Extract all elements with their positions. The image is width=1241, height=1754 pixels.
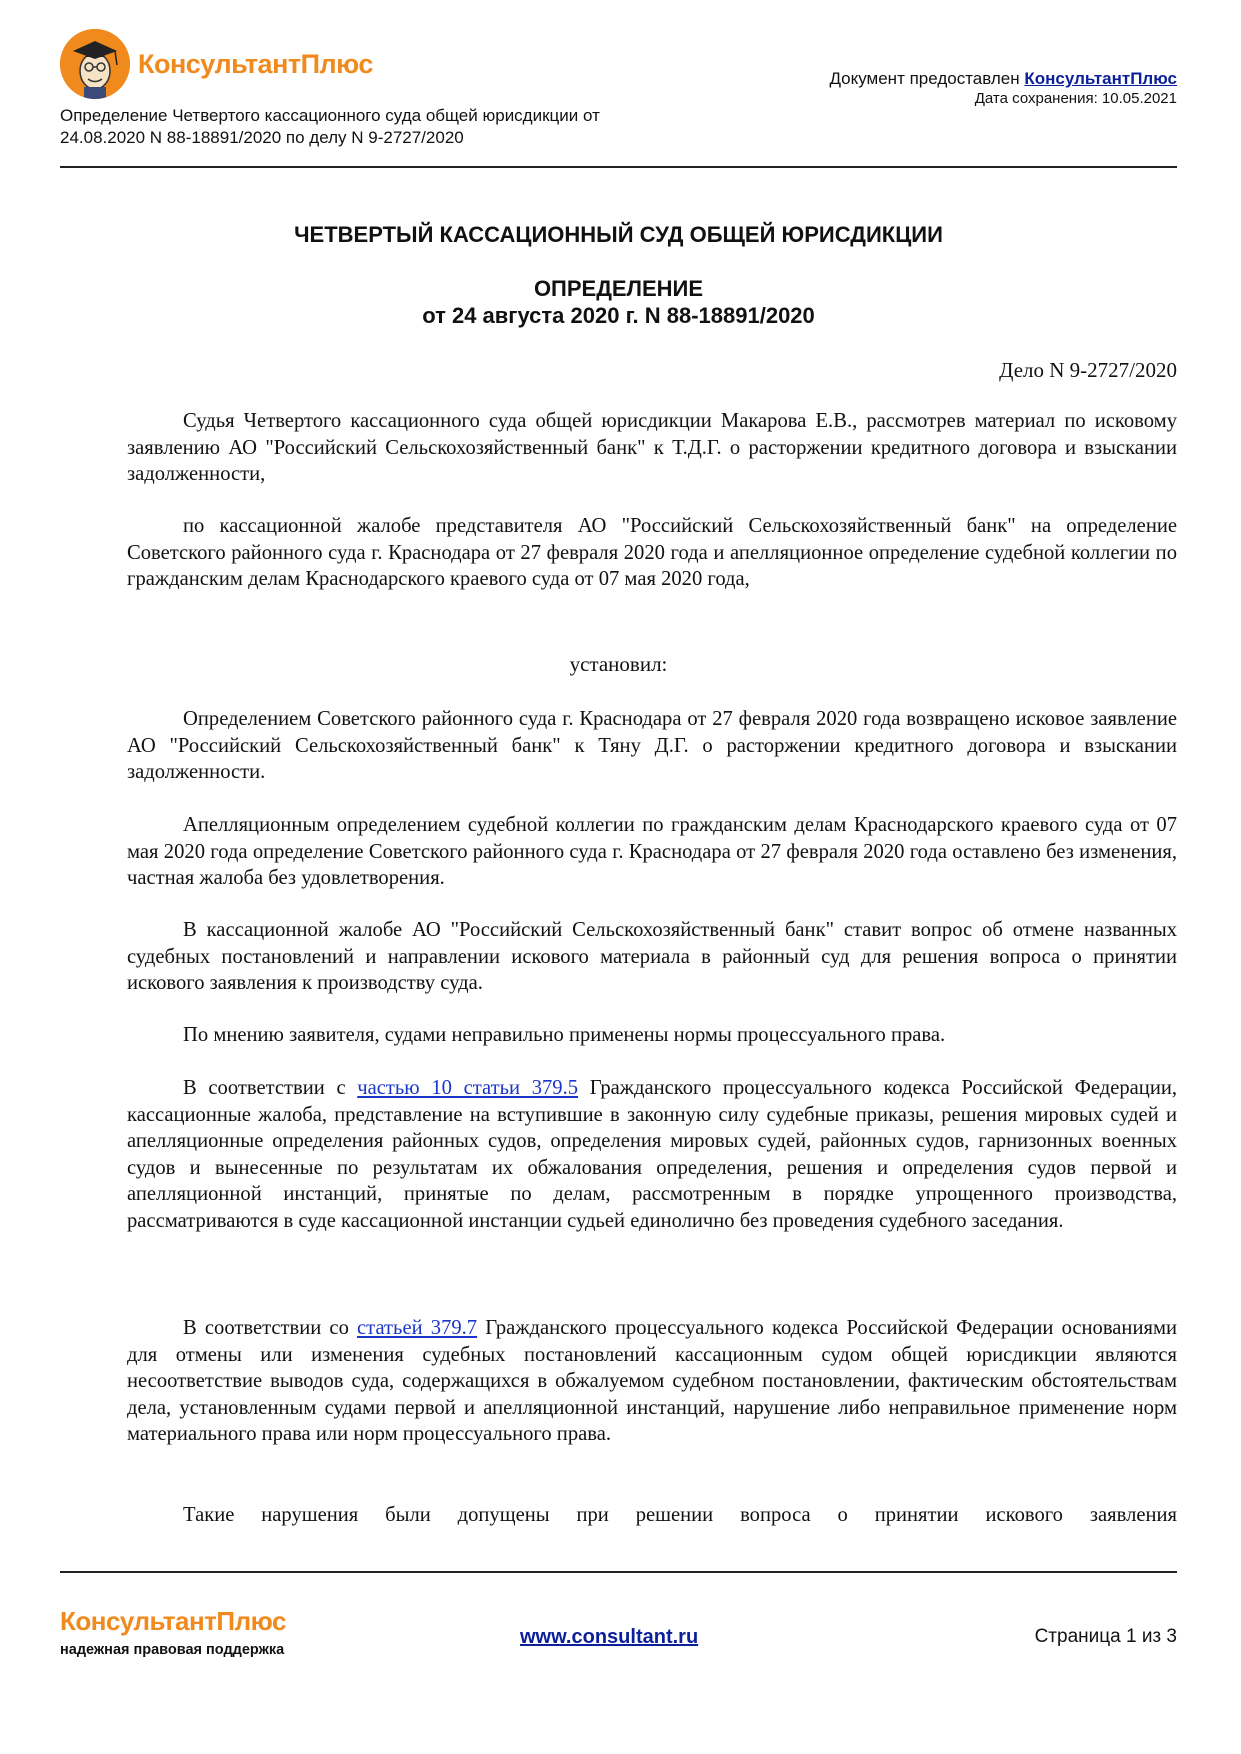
- footer-divider: [60, 1571, 1177, 1573]
- paragraph-4: Апелляционным определением судебной коллегии по гражданским делам Краснодарского краевого суда от 07 мая 2020 года определение Советского районного суда г. Краснодара от 27 февраля 2020 года оставлено без изменения, частная жалоба без удовлетворения.: [127, 814, 1177, 890]
- paragraph-6: По мнению заявителя, судами неправильно применены нормы процессуального права.: [183, 1024, 946, 1046]
- case-number: Дело N 9-2727/2020: [999, 358, 1177, 382]
- paragraph-7-post: Гражданского процессуального кодекса Российской Федерации, кассационные жалоба, представление на вступившие в законную силу судебные приказы, решения мировых судей и апелляционные определения районных судов, определения мировых судей, районных судов, гарнизонных военных судов и вынесенные по результатам их обжалования определения, решения и определения судов первой и апелляционной инстанций, принятые по делам, рассмотренным в порядке упрощенного производства, рассматриваются в суде кассационной инстанции судьей единолично без проведения судебного заседания.: [127, 1077, 1178, 1232]
- footer-brand: КонсультантПлюс: [60, 1606, 286, 1636]
- paragraph-3: Определением Советского районного суда г. Краснодара от 27 февраля 2020 года возвращено исковое заявление АО "Российский Сельскохозяйственный банк" к Тяну Д.Г. о расторжении кредитного договора и взыскании задолженности.: [127, 708, 1177, 784]
- provided-link[interactable]: КонсультантПлюс: [1024, 69, 1177, 88]
- graduate-mascot-logo-icon: [60, 29, 130, 99]
- law-link-379-5[interactable]: частью 10 статьи 379.5: [357, 1077, 579, 1099]
- ruling-title: ОПРЕДЕЛЕНИЕ: [533, 276, 704, 301]
- provided-by: [829, 68, 1177, 90]
- paragraph-1: Судья Четвертого кассационного суда общей юрисдикции Макарова Е.В., рассмотрев материал по исковому заявлению АО "Российский Сельскохозяйственный банк" к Т.Д.Г. о расторжении кредитного договора и взыскании задолженности,: [127, 410, 1177, 486]
- established-word: установил:: [569, 652, 668, 676]
- logo-brand-text: КонсультантПлюс: [138, 48, 373, 79]
- court-name: ЧЕТВЕРТЫЙ КАССАЦИОННЫЙ СУД ОБЩЕЙ ЮРИСДИКЦИИ: [294, 222, 943, 247]
- paragraph-9: Такие нарушения были допущены при решении вопроса о принятии искового заявления: [183, 1504, 1177, 1526]
- footer-tagline: надежная правовая поддержка: [60, 1642, 285, 1658]
- footer-site-link[interactable]: www.consultant.ru: [520, 1626, 699, 1648]
- ruling-heading: [60, 275, 1177, 329]
- document-title: [60, 105, 700, 149]
- law-link-379-7[interactable]: статьей 379.7: [357, 1317, 478, 1339]
- paragraph-8-post: Гражданского процессуального кодекса Российской Федерации основаниями для отмены или изменения судебных постановлений кассационным судом общей юрисдикции являются несоответствие выводов суда, содержащихся в обжалуемом судебном постановлении, фактическим обстоятельствам дела, установленным судами первой и апелляционной инстанций, нарушение либо неправильное применение норм материального права или норм процессуального права.: [127, 1317, 1177, 1446]
- paragraph-7-pre: В соответствии с: [183, 1077, 358, 1099]
- paragraph-2: по кассационной жалобе представителя АО "Российский Сельскохозяйственный банк" на определение Советского районного суда г. Краснодара от 27 февраля 2020 года и апелляционное определение судебной коллегии по гражданским делам Краснодарского краевого суда от 07 мая 2020 года,: [127, 515, 1177, 591]
- consultant-logo[interactable]: [60, 26, 373, 102]
- paragraph-7: [127, 1075, 1177, 1235]
- document-title-line2: 24.08.2020 N 88-18891/2020 по делу N 9-2727/2020: [60, 128, 464, 147]
- paragraph-5: В кассационной жалобе АО "Российский Сельскохозяйственный банк" ставит вопрос об отмене названных судебных постановлений и направлении искового материала в районный суд для решения вопроса о принятии искового заявления к производству суда.: [127, 919, 1177, 995]
- ruling-date: от 24 августа 2020 г. N 88-18891/2020: [422, 303, 815, 328]
- paragraph-8: [127, 1315, 1177, 1448]
- provided-prefix: Документ предоставлен: [829, 69, 1025, 88]
- header-divider: [60, 166, 1177, 168]
- page-counter: Страница 1 из 3: [1034, 1626, 1177, 1647]
- document-title-line1: Определение Четвертого кассационного суда общей юрисдикции от: [60, 106, 600, 125]
- saved-date: Дата сохранения: 10.05.2021: [974, 90, 1177, 107]
- paragraph-8-pre: В соответствии со: [183, 1317, 358, 1339]
